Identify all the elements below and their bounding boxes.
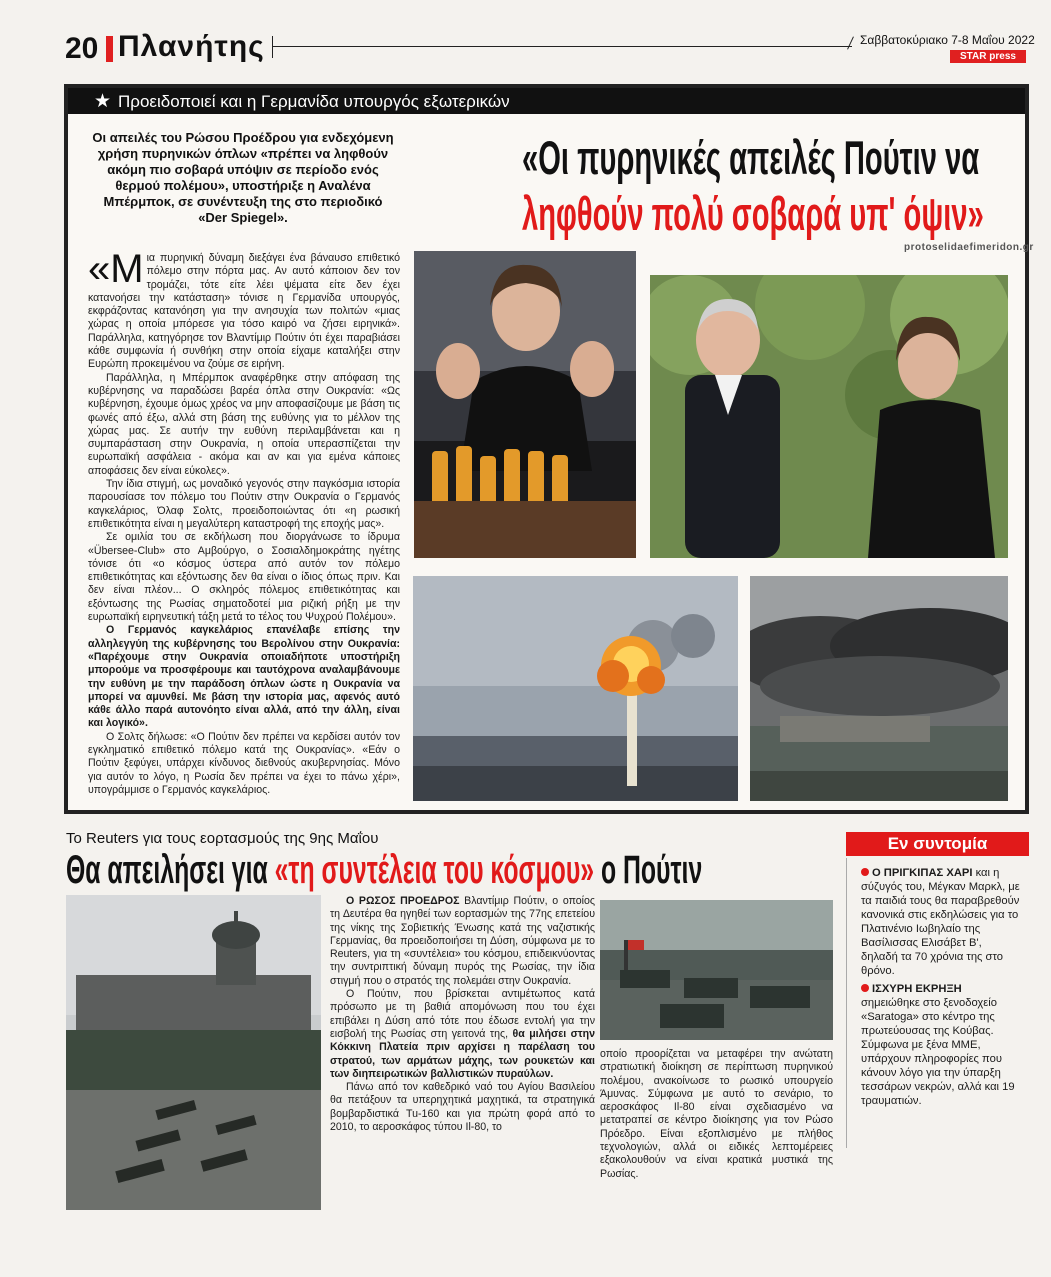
briefs-column bbox=[846, 858, 1029, 1148]
star-icon: ★ bbox=[94, 91, 112, 112]
dropcap: «Μ bbox=[88, 247, 144, 291]
photo-smoke-strike bbox=[750, 576, 1008, 801]
headline-line-1: «Οι πυρηνικές απειλές Πούτιν να bbox=[522, 131, 980, 184]
paragraph: Την ίδια στιγμή, ως μοναδικό γεγονός στην παγκόσμια ιστορία παρουσίασε τον πόλεμο του Πούτιν στην Ουκρανία ο Γερμανός καγκελάριος, Όλαφ Σολτς, προειδοποιώντας ότι «η ρωσική επιθετικότητα είναι η μεγαλύτερη καταστροφή της εποχής μας». bbox=[88, 478, 400, 530]
article-kicker: Προειδοποιεί και η Γερμανίδα υπουργός εξωτερικών bbox=[118, 92, 510, 111]
second-article-headline: Θα απειλήσει για «τη συντέλεια του κόσμου» ο Πούτιν bbox=[66, 848, 703, 892]
briefs-title: Εν συντομία bbox=[846, 832, 1029, 856]
header-rule-tick bbox=[272, 36, 273, 58]
main-article-frame bbox=[64, 84, 1034, 814]
photo-scholz-baerbock bbox=[650, 275, 1008, 558]
header-rule-slant bbox=[847, 36, 854, 49]
paragraph: Ο Σολτς δήλωσε: «Ο Πούτιν δεν πρέπει να κερδίσει αυτόν τον εγκληματικό επιθετικό πόλεμο κατά της Ουκρανίας». «Εάν ο Πούτιν ξεφύγει, υπάρχει κίνδυνος διεθνούς ακυβερνησίας. Μόνο για αυτόν το λόγο, η Ρωσία δεν πρέπει να έχει το πάνω χέρι», υπογράμμισε ο Γερμανός καγκελάριος. bbox=[88, 730, 400, 796]
second-article-body-cont: οποίο προορίζεται να μεταφέρει την ανώτατη στρατιωτική διοίκηση σε περίπτωση πυρηνικού πολέμου, ανακοίνωσε το ρωσικό υπουργείο Άμυνας. Σύμφωνα με αυτό το σενάριο, το αεροσκάφος Il-80 είναι σχεδιασμένο να μετατραπεί σε κέντρο διοίκησης για τον Ρώσο Πρόεδρο. Είναι εξοπλισμένο με πλήθος τεχνολογιών, αλλά οι ειδικές λεπτομέρειες εξακολουθούν να είναι κρατικά μυστικά της Ρωσίας. bbox=[600, 1048, 833, 1180]
section-accent-bar bbox=[106, 36, 113, 62]
photo-missile-launch bbox=[413, 576, 738, 801]
issue-date: Σαββατοκύριακο 7-8 Μαΐου 2022 bbox=[860, 33, 1035, 47]
watermark: protoselidaefimeridon.gr bbox=[904, 242, 1034, 253]
section-title: Πλανήτης bbox=[118, 30, 265, 63]
second-article-body bbox=[330, 895, 595, 1134]
publication-badge: STAR press bbox=[950, 50, 1026, 63]
paragraph: Πάνω από τον καθεδρικό ναό του Αγίου Βασιλείου θα πετάξουν τα υπερηχητικά μαχητικά, τα στρατηγικά βομβαρδιστικά Tu-160 και για πρώτη φορά από το 2010, το αεροσκάφος τύπου Il-80, το bbox=[330, 1081, 595, 1134]
photo-red-square-parade bbox=[66, 895, 321, 1210]
brief-item: ΙΣΧΥΡΗ ΕΚΡΗΞΗ σημειώθηκε στο ξενοδοχείο «Saratoga» στο κέντρο της πρωτεύουσας της Κούβας. Σύμφωνα με ξένα ΜΜΕ, υπάρχουν πληροφορίες που κάνουν λόγο για την ύπαρξη τεσσάρων νεκρών, αλλά και 19 τραυματιών. bbox=[861, 983, 1015, 1107]
photo-baerbock-speaking bbox=[414, 251, 636, 558]
kicker-band bbox=[68, 88, 1025, 114]
article-lead: Οι απειλές του Ρώσου Προέδρου για ενδεχόμενη χρήση πυρηνικών όπλων «πρέπει να ληφθούν ακόμη πιο σοβαρά υπόψιν σε περίοδο ενός θερμού πολέμου», υποστήριξε η Αναλένα Μπέρμποκ, σε συνέντευξη της στο περιοδικό «Der Spiegel». bbox=[92, 130, 394, 225]
bullet-icon bbox=[861, 984, 869, 992]
paragraph: Παράλληλα, η Μπέρμποκ αναφέρθηκε στην απόφαση της κυβέρνησης να παραδώσει βαρέα όπλα στην Ουκρανία: «Ως κυβέρνηση, έχουμε όμως χρέος να μην αποφασίζουμε με βάση τις φωνές από έξω, αλλά στη βάση της ευθύνης για το μέλλον της χώρας μας. Σε αυτήν την ευθύνη περιλαμβάνεται και η συμπαράσταση στην Ουκρανία, η οποία υπερασπίζεται την ευρωπαϊκή ασφάλεια - ακόμα και αν και για εμένα κάποιες αποφάσεις δεν είναι εύκολες». bbox=[88, 371, 400, 477]
second-article-kicker: Το Reuters για τους εορτασμούς της 9ης Μαΐου bbox=[66, 830, 379, 847]
paragraph: Ο Πούτιν, που βρίσκεται αντιμέτωπος κατά πρόσωπο με τη βαθιά απομόνωση που του έχει επιβάλει η Δύση από τότε που έδωσε εντολή για την εισβολή της Ρωσίας στη γειτονά της, θα μιλήσει στην Κόκκινη Πλατεία πριν αρχίσει η παρέλαση του στρατού, των αρμάτων μάχης, των ρουκετών και των διηπειρωτικών βαλλιστικών πυραύλων. bbox=[330, 988, 595, 1080]
paragraph: Σε ομιλία του σε εκδήλωση που διοργάνωσε το ίδρυμα «Übersee-Club» στο Αμβούργο, ο Σοσιαλδημοκράτης ηγέτης τόνισε ότι «ο κόσμος ύστερα από αυτόν τον πόλεμο επιθετικότητας και εξόντωσης δεν θα είναι ο ίδιος όπως πριν. Και δεν είναι πλέον... Ο σκληρός πόλεμος επιθετικότητας και εξόντωσης της Ρωσίας σηματοδοτεί μια ριζική ρήξη με την ευρωπαϊκή ειρηνευτική τάξη μετά το τέλος του Ψυχρού Πολέμου». bbox=[88, 531, 400, 624]
page-number: 20 bbox=[65, 32, 99, 65]
header-rule bbox=[272, 46, 852, 47]
brief-item: Ο ΠΡΙΓΚΙΠΑΣ ΧΑΡΙ και η σύζυγός του, Μέγκαν Μαρκλ, με τα παιδιά τους θα παραβρεθούν κανονικά στις εκδηλώσεις για το Πλατινένιο Ιωβηλαίο της Βασίλισσας Ελισάβετ Β', δηλαδή τα 70 χρόνια της στο θρόνο. bbox=[861, 867, 1020, 977]
paragraph: Ο Γερμανός καγκελάριος επανέλαβε επίσης την αλληλεγγύη της κυβέρνησης του Βερολίνου στην Ουκρανία: «Παρέχουμε στην Ουκρανία οποιαδήποτε υποστήριξη μπορούμε να προσφέρουμε και ταυτόχρονα αναλαμβάνουμε την ευθύνη με την παράδοση όπλων ώστε η Ουκρανία να μπορεί να αμυνθεί. Με βάση την ιστορία μας, αφενός αυτό κάθε άλλο παρά αυτονόητο είναι αλλά, από την άλλη, είναι και λογικό». bbox=[88, 624, 400, 730]
paragraph: ια πυρηνική δύναμη διεξάγει ένα βάναυσο επιθετικό πόλεμο στην πόρτα μας. Αν αυτό κάποιον δεν τον τρομάζει, τότε είτε λέει ψέματα είτε δεν έχει κατανοήσει την κατάσταση» τόνισε η Γερμανίδα υπουργός, εκφράζοντας κατανόηση για την ανησυχία των πολιτών «μιας χώρας η οποία μπόρεσε για τόσο καιρό να ζήσει ειρηνικά». Παράλληλα, κατηγόρησε τον Βλαντίμιρ Πούτιν ότι έχει παραβιάσει κάθε συμφωνία ή συνθήκη στην οποία είχαμε καταλήξει στην Ευρώπη προκειμένου να ζούμε σε ειρήνη. bbox=[88, 252, 400, 371]
bullet-icon bbox=[861, 868, 869, 876]
headline-line-2: ληφθούν πολύ σοβαρά υπ' όψιν» bbox=[522, 187, 984, 240]
article-body bbox=[88, 247, 400, 797]
paragraph: Ο ΡΩΣΟΣ ΠΡΟΕΔΡΟΣ Βλαντίμιρ Πούτιν, ο οποίος τη Δευτέρα θα ηγηθεί των εορτασμών της 77ης επετείου της νίκης της Σοβιετικής Ένωσης κατά της ναζιστικής Γερμανίας, θα προειδοποιήσει τη Δύση, σύμφωνα με το Reuters, για τη «συντέλεια» του κόσμου, επιδεικνύοντας την συντριπτική δύναμη πυρός της Ρωσίας, την ίδια στιγμή που ο στρατός της πολεμάει στην Ουκρανία. bbox=[330, 895, 595, 987]
photo-parade-tanks bbox=[600, 900, 833, 1040]
